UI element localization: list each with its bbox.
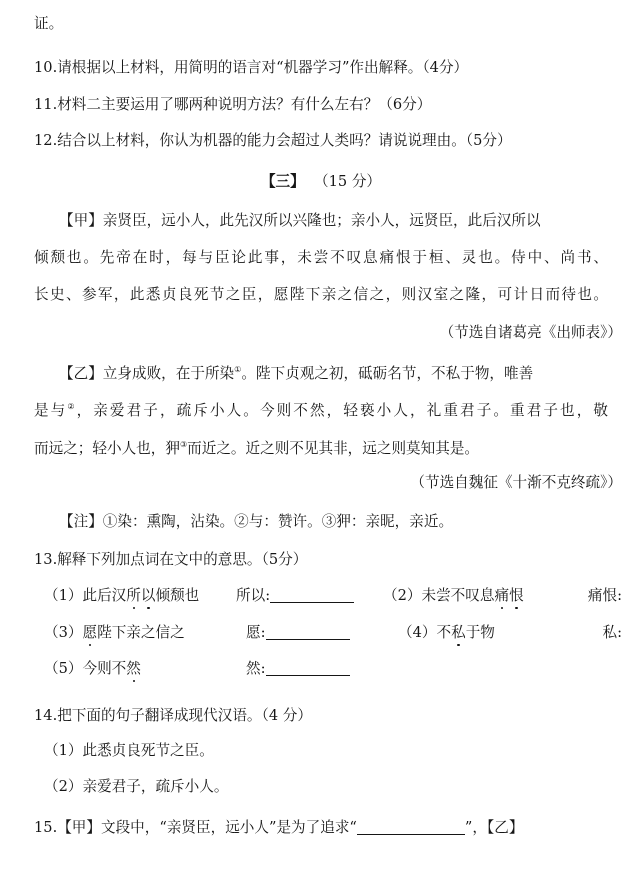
question-12: 12.结合以上材料，你认为机器的能力会超过人类吗？请说说理由。（5分） bbox=[34, 132, 512, 149]
q13-item-3 bbox=[44, 623, 185, 643]
q13-item-3-label: 愿: bbox=[246, 624, 266, 641]
q13-item-4-text: （4）不 bbox=[398, 624, 452, 641]
yi-line-1-part-b: 。陛下贞观之初，砥砺名节，不私于物，唯善 bbox=[241, 365, 534, 382]
answer-blank-q15[interactable] bbox=[357, 819, 465, 835]
q13-item-2-dotted-word: 痛 bbox=[494, 587, 510, 604]
yi-line-3-part-a: 而远之；轻小人也，狎 bbox=[34, 440, 180, 457]
yi-line-1-part-a: 【乙】立身成败，在于所染 bbox=[59, 365, 235, 382]
footnote-marker-2: ② bbox=[67, 402, 77, 411]
passage-jia-line-3: 长史、参军，此悉贞良死节之臣，愿陛下亲之信之，则汉室之隆，可计日而待也。 bbox=[34, 286, 608, 303]
passage-yi-source: （节选自魏征《十渐不克终疏》） bbox=[410, 474, 622, 491]
question-11: 11.材料二主要运用了哪两种说明方法？有什么左右？（6分） bbox=[34, 96, 432, 113]
q13-item-3-text: 陛下亲之信之 bbox=[97, 624, 185, 641]
q13-item-3-text: （3） bbox=[44, 624, 83, 641]
passage-yi-line-3 bbox=[34, 435, 479, 459]
passage-yi-line-1 bbox=[59, 360, 533, 384]
question-14-title: 14.把下面的句子翻译成现代汉语。（4 分） bbox=[34, 707, 312, 724]
question-15 bbox=[34, 818, 523, 838]
section-title: 【三】 bbox=[260, 173, 305, 190]
section-heading bbox=[0, 172, 642, 192]
q13-item-1-text: 倾颓也 bbox=[155, 587, 200, 604]
q13-item-5 bbox=[44, 659, 141, 679]
passage-jia-line-2: 倾颓也。先帝在时，每与臣论此事，未尝不叹息痛恨于桓、灵也。侍中、尚书、 bbox=[34, 249, 608, 266]
yi-line-2-part-a: 是与 bbox=[34, 402, 68, 419]
answer-blank-ran[interactable] bbox=[266, 660, 350, 676]
q13-item-2-label: 痛恨: bbox=[587, 587, 622, 604]
q13-item-4-dotted-word: 私 bbox=[451, 624, 466, 641]
q13-item-4 bbox=[398, 623, 495, 643]
q13-item-5-dotted-word: 然 bbox=[126, 660, 141, 677]
q13-item-1 bbox=[44, 586, 199, 606]
q14-sentence-1: （1）此悉贞良死节之臣。 bbox=[44, 742, 214, 759]
q13-item-4-text: 于物 bbox=[465, 624, 495, 641]
answer-blank-yuan[interactable] bbox=[266, 624, 350, 640]
q13-item-5-answer bbox=[246, 659, 350, 679]
q13-item-1-answer bbox=[236, 586, 354, 606]
q13-item-1-dotted-word: 所 bbox=[126, 587, 141, 604]
q15-text: 15.【甲】文段中，“亲贤臣，远小人”是为了追求“ bbox=[34, 819, 357, 836]
yi-line-2-part-b: ，亲爱君子，疏斥小人。今则不然，轻亵小人，礼重君子。重君子也，敬 bbox=[76, 402, 608, 419]
q13-item-3-answer bbox=[246, 623, 350, 643]
question-10: 10.请根据以上材料，用简明的语言对“机器学习”作出解释。（4分） bbox=[34, 59, 469, 76]
q13-item-1-text: （1）此后汉 bbox=[44, 587, 127, 604]
passage-yi-line-2 bbox=[34, 397, 608, 421]
footnote-marker-3: ③ bbox=[179, 440, 188, 449]
q13-item-2-dotted-word: 恨 bbox=[509, 587, 524, 604]
passage-jia-line-1: 【甲】亲贤臣，远小人，此先汉所以兴隆也；亲小人，远贤臣，此后汉所以 bbox=[59, 212, 541, 229]
q13-item-1-dotted-word: 以 bbox=[140, 587, 156, 604]
q13-item-5-text: （5）今则不 bbox=[44, 660, 127, 677]
previous-page-text: 证。 bbox=[34, 15, 64, 32]
answer-blank-suoyi[interactable] bbox=[270, 587, 354, 603]
q14-sentence-2: （2）亲爱君子，疏斥小人。 bbox=[44, 778, 229, 795]
footnote-marker-1: ① bbox=[234, 365, 242, 374]
q13-item-1-label: 所以: bbox=[236, 587, 271, 604]
q13-item-3-dotted-word: 愿 bbox=[82, 624, 98, 641]
q13-item-2-text: （2）未尝不叹息 bbox=[383, 587, 495, 604]
q13-item-2 bbox=[383, 586, 524, 606]
question-13-title: 13.解释下列加点词在文中的意思。（5分） bbox=[34, 551, 308, 568]
annotation-note: 【注】①染：熏陶，沾染。②与：赞许。③狎：亲昵，亲近。 bbox=[59, 513, 454, 530]
q13-item-4-label: 私: bbox=[602, 624, 622, 641]
q15-text: ”，【乙】 bbox=[464, 819, 524, 836]
q13-item-5-label: 然: bbox=[246, 660, 266, 677]
section-points: （15 分） bbox=[314, 173, 382, 190]
passage-jia-source: （节选自诸葛亮《出师表》） bbox=[439, 324, 622, 341]
yi-line-3-part-b: 而近之。近之则不见其非，远之则莫知其是。 bbox=[187, 440, 480, 457]
